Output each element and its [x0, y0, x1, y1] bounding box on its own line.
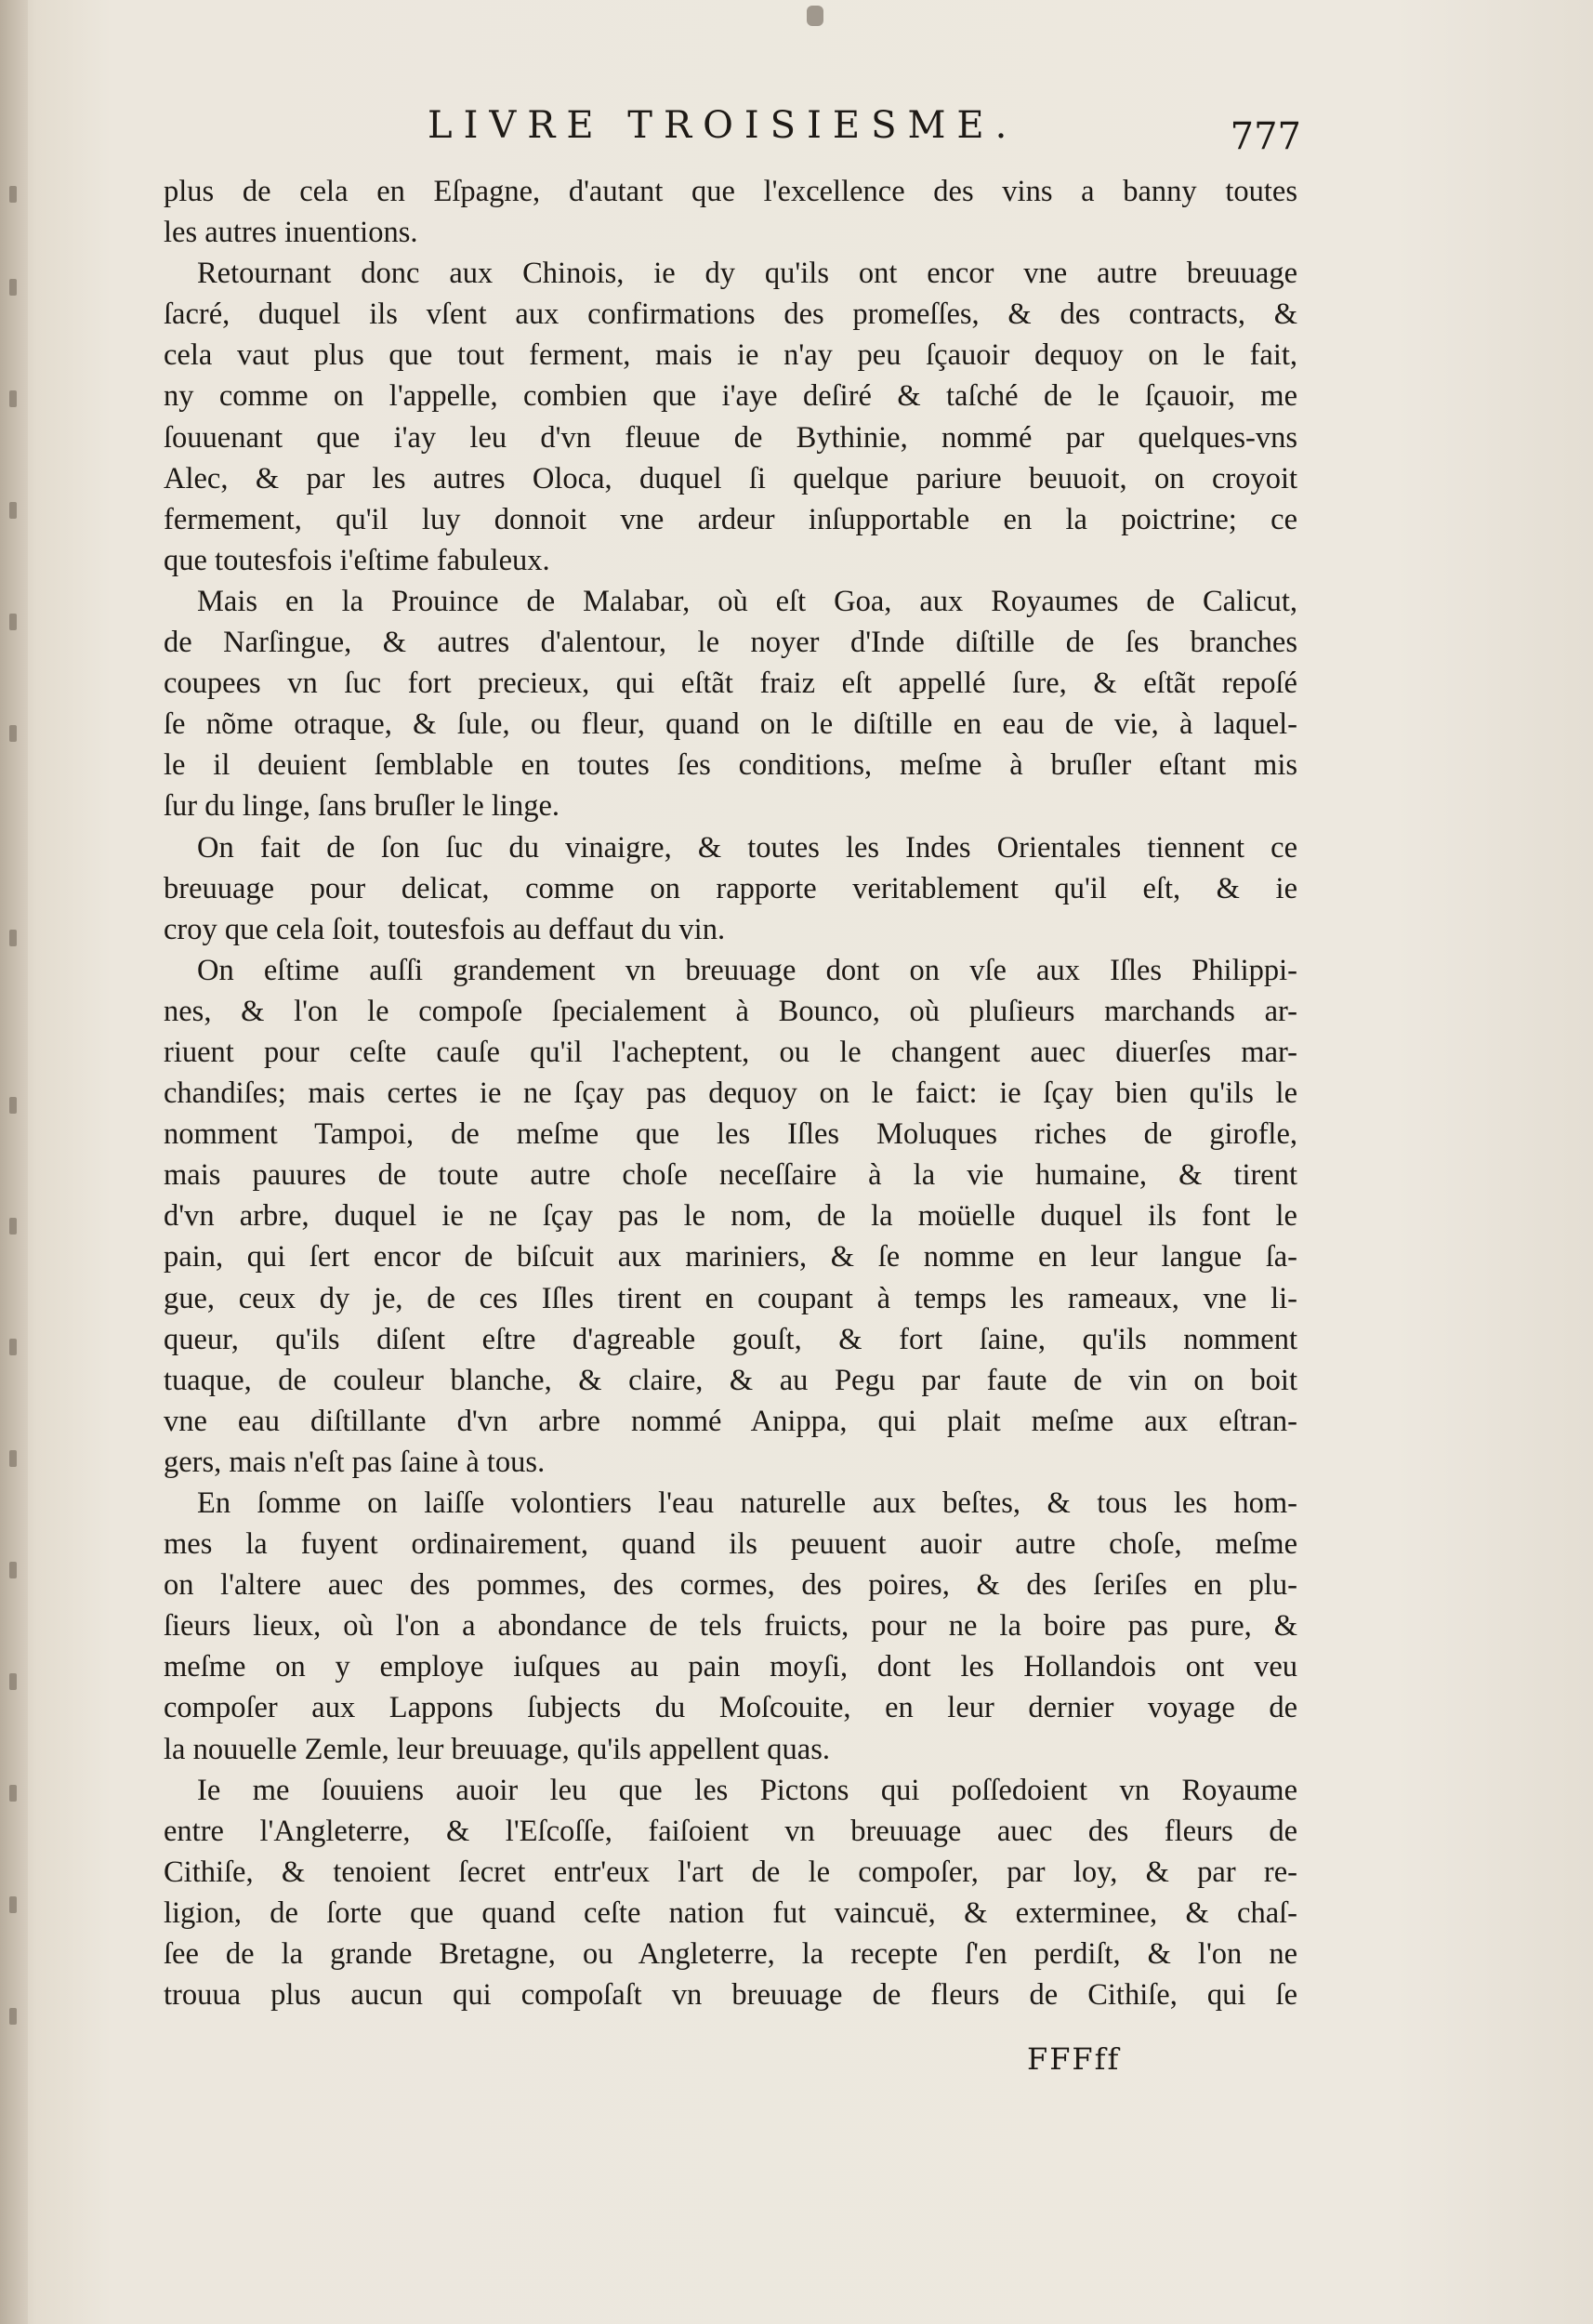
text-line: coupees vn ſuc fort precieux, qui eſtãt fraiz eſt appellé ſure, & eſtãt repoſé — [164, 667, 1297, 701]
text-line: vne eau diſtillante d'vn arbre nommé Anippa, qui plait meſme aux eſtran- — [164, 1404, 1297, 1438]
text-line: ſacré, duquel ils vſent aux confirmations des promeſſes, & des contracts, & — [164, 297, 1297, 332]
body-text — [164, 171, 1297, 2015]
text-line: nomment Tampoi, de meſme que les Iſles Moluques riches de girofle, — [164, 1117, 1297, 1152]
text-line: cela vaut plus que tout ferment, mais ie n'ay peu ſçauoir dequoy on le fait, — [164, 338, 1297, 373]
text-line: Ie me ſouuiens auoir leu que les Pictons qui poſſedoient vn Royaume — [197, 1773, 1297, 1807]
ink-blot — [807, 6, 823, 26]
text-line: Cithiſe, & tenoient ſecret entr'eux l'art de le compoſer, par loy, & par re- — [164, 1855, 1297, 1889]
text-line: mes la fuyent ordinairement, quand ils peuuent auoir autre choſe, meſme — [164, 1527, 1297, 1562]
text-line: fermement, qu'il luy donnoit vne ardeur inſupportable en la poictrine; ce — [164, 502, 1297, 536]
text-line: tuaque, de couleur blanche, & claire, & au Pegu par faute de vin on boit — [164, 1363, 1297, 1397]
text-line: croy que cela ſoit, toutesfois au deffaut du vin. — [164, 912, 726, 946]
text-line: entre l'Angleterre, & l'Eſcoſſe, faiſoient vn breuuage auec des fleurs de — [164, 1814, 1297, 1848]
text-line: les autres inuentions. — [164, 216, 418, 250]
text-line: nes, & l'on le compoſe ſpecialement à Bounco, où pluſieurs marchands ar- — [164, 994, 1297, 1028]
text-line: Retournant donc aux Chinois, ie dy qu'ils ont encor vne autre breuuage — [197, 257, 1297, 291]
text-line: compoſer aux Lappons ſubjects du Moſcouite, en leur dernier voyage de — [164, 1691, 1297, 1725]
text-line: chandiſes; mais certes ie ne ſçay pas dequoy on le faict: ie ſçay bien qu'ils le — [164, 1076, 1297, 1111]
text-line: Mais en la Prouince de Malabar, où eſt Goa, aux Royaumes de Calicut, — [197, 584, 1297, 618]
page-header — [167, 104, 1301, 169]
text-line: d'vn arbre, duquel ie ne ſçay pas le nom, de la moüelle duquel ils font le — [164, 1199, 1297, 1234]
text-line: gers, mais n'eſt pas ſaine à tous. — [164, 1445, 546, 1479]
text-line: plus de cela en Eſpagne, d'autant que l'excellence des vins a banny toutes — [164, 175, 1297, 208]
text-line: breuuage pour delicat, comme on rapporte veritablement qu'il eſt, & ie — [164, 871, 1297, 905]
signature-mark: FFFff — [1027, 2041, 1121, 2077]
text-line: En ſomme on laiſſe volontiers l'eau naturelle aux beſtes, & tous les hom- — [197, 1486, 1297, 1520]
text-line: pain, qui ſert encor de biſcuit aux mariniers, & ſe nomme en leur langue ſa- — [164, 1240, 1297, 1274]
text-line: On fait de ſon ſuc du vinaigre, & toutes les Indes Orientales tiennent ce — [197, 830, 1297, 865]
text-line: ſe nõme otraque, & ſule, ou fleur, quand on le diſtille en eau de vie, à laquel- — [164, 707, 1297, 742]
text-line: ſur du linge, ſans bruſler le linge. — [164, 789, 560, 824]
text-line: meſme on y employe iuſques au pain moyſi, dont les Hollandois ont veu — [164, 1650, 1297, 1684]
bleed-through-marks — [2, 167, 39, 2119]
text-line: ſouuenant que i'ay leu d'vn fleuue de Bythinie, nommé par quelques-vns — [164, 420, 1297, 455]
text-line: queur, qu'ils diſent eſtre d'agreable gouſt, & fort ſaine, qu'ils nomment — [164, 1322, 1297, 1356]
page-number: 777 — [1230, 115, 1301, 158]
text-line: ligion, de ſorte que quand ceſte nation fut vaincuë, & exterminee, & chaſ- — [164, 1895, 1297, 1930]
text-line: riuent pour ceſte cauſe qu'il l'acheptent, ou le changent auec diuerſes mar- — [164, 1035, 1297, 1069]
text-line: gue, ceux dy je, de ces Iſles tirent en coupant à temps les rameaux, vne li- — [164, 1281, 1297, 1315]
text-line: le il deuient ſemblable en toutes ſes conditions, meſme à bruſler eſtant mis — [164, 748, 1297, 783]
text-line: ſieurs lieux, où l'on a abondance de tels fruicts, pour ne la boire pas pure, & — [164, 1609, 1297, 1644]
text-line: de Narſingue, & autres d'alentour, le noyer d'Inde diſtille de ſes branches — [164, 626, 1297, 660]
text-line: mais pauures de toute autre choſe neceſſaire à la vie humaine, & tirent — [164, 1158, 1297, 1193]
text-line: Alec, & par les autres Oloca, duquel ſi quelque pariure beuuoit, on croyoit — [164, 461, 1297, 495]
text-line: On eſtime auſſi grandement vn breuuage dont on vſe aux Iſles Philippi- — [197, 953, 1297, 987]
text-line: on l'altere auec des pommes, des cormes, des poires, & des ſeriſes en plu- — [164, 1568, 1297, 1603]
text-line: trouua plus aucun qui compoſaſt vn breuuage de fleurs de Cithiſe, qui ſe — [164, 1978, 1297, 2013]
text-line: ſee de la grande Bretagne, ou Angleterre, la recepte ſ'en perdiſt, & l'on ne — [164, 1937, 1297, 1972]
text-line: ny comme on l'appelle, combien que i'aye deſiré & taſché de le ſçauoir, me — [164, 379, 1297, 414]
text-line: la nouuelle Zemle, leur breuuage, qu'ils appellent quas. — [164, 1732, 830, 1766]
running-title: LIVRE TROISIESME. — [428, 104, 1019, 147]
text-line: que toutesfois i'eſtime fabuleux. — [164, 543, 550, 577]
